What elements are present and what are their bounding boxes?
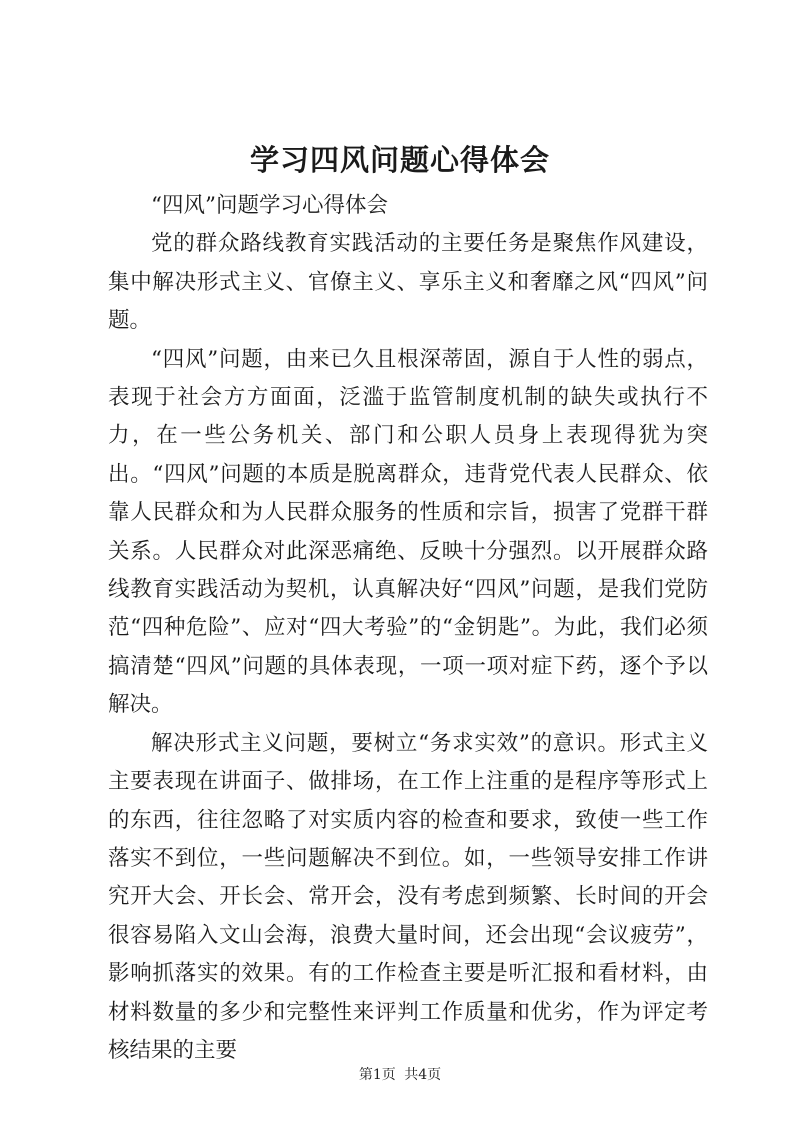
page-total: 共4页 (404, 1067, 442, 1083)
body-paragraph: 解决形式主义问题，要树立“务求实效”的意识。形式主义主要表现在讲面子、做排场，在工作上注重的是程序等形式上的东西，往往忽略了对实质内容的检查和要求，致使一些工作落实不到位，一些问题解决不到位。如，一些领导安排工作讲究开大会、开长会、常开会，没有考虑到频繁、长时间的开会很容易陷入文山会海，浪费大量时间，还会出现“会议疲劳”，影响抓落实的效果。有的工作检查主要是听汇报和看材料，由材料数量的多少和完整性来评判工作质量和优劣，作为评定考核结果的主要 (108, 730, 708, 1063)
page-number: 第1页 (358, 1067, 396, 1083)
document-body (108, 187, 708, 1070)
subtitle-paragraph: “四风”问题学习心得体会 (151, 193, 388, 218)
body-paragraph: 党的群众路线教育实践活动的主要任务是聚焦作风建设，集中解决形式主义、官僚主义、享乐主义和奢靡之风“四风”问题。 (108, 231, 708, 334)
page-footer (0, 1065, 800, 1085)
body-paragraph: “四风”问题，由来已久且根深蒂固，源自于人性的弱点，表现于社会方方面面，泛滥于监管制度机制的缺失或执行不力，在一些公务机关、部门和公职人员身上表现得犹为突出。“四风”问题的本质是脱离群众，违背党代表人民群众、依靠人民群众和为人民群众服务的性质和宗旨，损害了党群干群关系。人民群众对此深恶痛绝、反映十分强烈。以开展群众路线教育实践活动为契机，认真解决好“四风”问题，是我们党防范“四种危险”、应对“四大考验”的“金钥匙”。为此，我们必须搞清楚“四风”问题的具体表现，一项一项对症下药，逐个予以解决。 (108, 346, 708, 718)
document-title: 学习四风问题心得体会 (249, 143, 550, 177)
